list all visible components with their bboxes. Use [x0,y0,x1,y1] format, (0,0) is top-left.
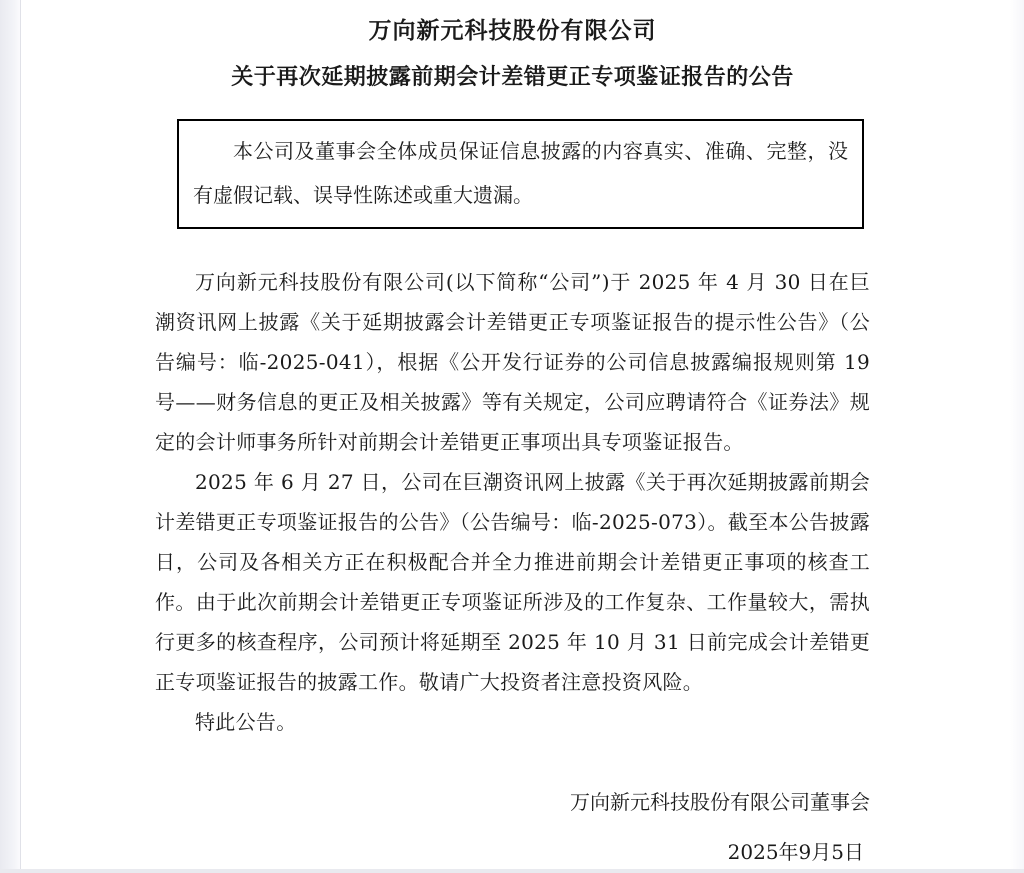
disclaimer-text: 本公司及董事会全体成员保证信息披露的内容真实、准确、完整，没有虚假记载、误导性陈述或重大遗漏。 [193,139,848,207]
announcement-subtitle: 关于再次延期披露前期会计差错更正专项鉴证报告的公告 [231,64,794,90]
announcement-text [155,262,870,742]
paragraph-closing: 特此公告。 [195,710,297,734]
paragraph-1: 万向新元科技股份有限公司(以下简称“公司”)于 2025 年 4 月 30 日在巨潮资讯网上披露《关于延期披露会计差错更正专项鉴证报告的提示性公告》（公告编号：临-2025-041），根据《公开发行证券的公司信息披露编报规则第 19 号——财务信息的更正及相关披露》等有关规定，公司应聘请符合《证券法》规定的会计师事务所针对前期会计差错更正事项出具专项鉴证报告。 [155,270,870,454]
company-title: 万向新元科技股份有限公司 [368,17,657,44]
announcement-date: 2025年9月5日 [727,840,864,864]
disclaimer-box [177,119,864,229]
document-body [21,0,1024,869]
paragraph-2: 2025 年 6 月 27 日，公司在巨潮资讯网上披露《关于再次延期披露前期会计差错更正专项鉴证报告的公告》（公告编号：临-2025-073）。截至本公告披露日，公司及各相关方正在积极配合并全力推进前期会计差错更正事项的核查工作。由于此次前期会计差错更正专项鉴证所涉及的工作复杂、工作量较大，需执行更多的核查程序，公司预计将延期至 2025 年 10 月 31 日前完成会计差错更正专项鉴证报告的披露工作。敬请广大投资者注意投资风险。 [155,470,870,694]
board-signature: 万向新元科技股份有限公司董事会 [570,790,870,814]
page-left-edge [0,0,21,873]
